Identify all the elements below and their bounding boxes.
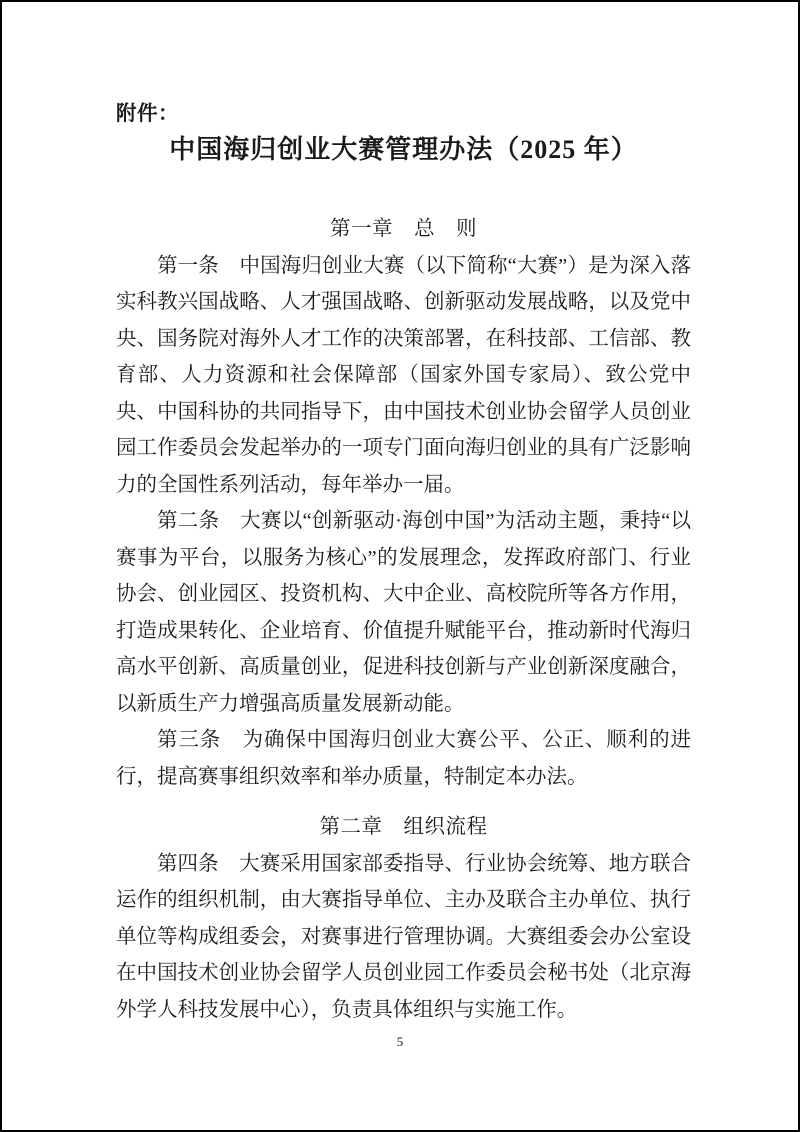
chapter-1-heading: 第一章 总 则 [330, 218, 477, 240]
page-number: 5 [396, 1034, 404, 1049]
chapter-2-heading: 第二章 组织流程 [319, 816, 488, 838]
article-1-paragraph: 第一条 中国海归创业大赛（以下简称“大赛”）是为深入落实科教兴国战略、人才强国战略、创新驱动发展战略，以及党中央、国务院对海外人才工作的决策部署，在科技部、工信部、教育部、人力资源和社会保障部（国家外国专家局）、致公党中央、中国科协的共同指导下，由中国技术创业协会留学人员创业园工作委员会发起举办的一项专门面向海归创业的具有广泛影响力的全国性系列活动，每年举办一届。 [116, 254, 691, 496]
article-2-paragraph: 第二条 大赛以“创新驱动·海创中国”为活动主题，秉持“以赛事为平台，以服务为核心”的发展理念，发挥政府部门、行业协会、创业园区、投资机构、大中企业、高校院所等各方作用，打造成果转化、企业培育、价值提升赋能平台，推动新时代海归高水平创新、高质量创业，促进科技创新与产业创新深度融合，以新质生产力增强高质量发展新动能。 [116, 510, 691, 715]
article-4-paragraph: 第四条 大赛采用国家部委指导、行业协会统筹、地方联合运作的组织机制，由大赛指导单位、主办及联合主办单位、执行单位等构成组委会，对赛事进行管理协调。大赛组委会办公室设在中国技术创业协会留学人员创业园工作委员会秘书处（北京海外学人科技发展中心），负责具体组织与实施工作。 [116, 852, 691, 1021]
article-3-paragraph: 第三条 为确保中国海归创业大赛公平、公正、顺利的进行，提高赛事组织效率和举办质量，特制定本办法。 [116, 729, 691, 788]
attachment-label: 附件： [116, 103, 179, 125]
document-content [2, 2, 798, 1028]
document-title: 中国海归创业大赛管理办法（2025 年） [169, 135, 638, 164]
